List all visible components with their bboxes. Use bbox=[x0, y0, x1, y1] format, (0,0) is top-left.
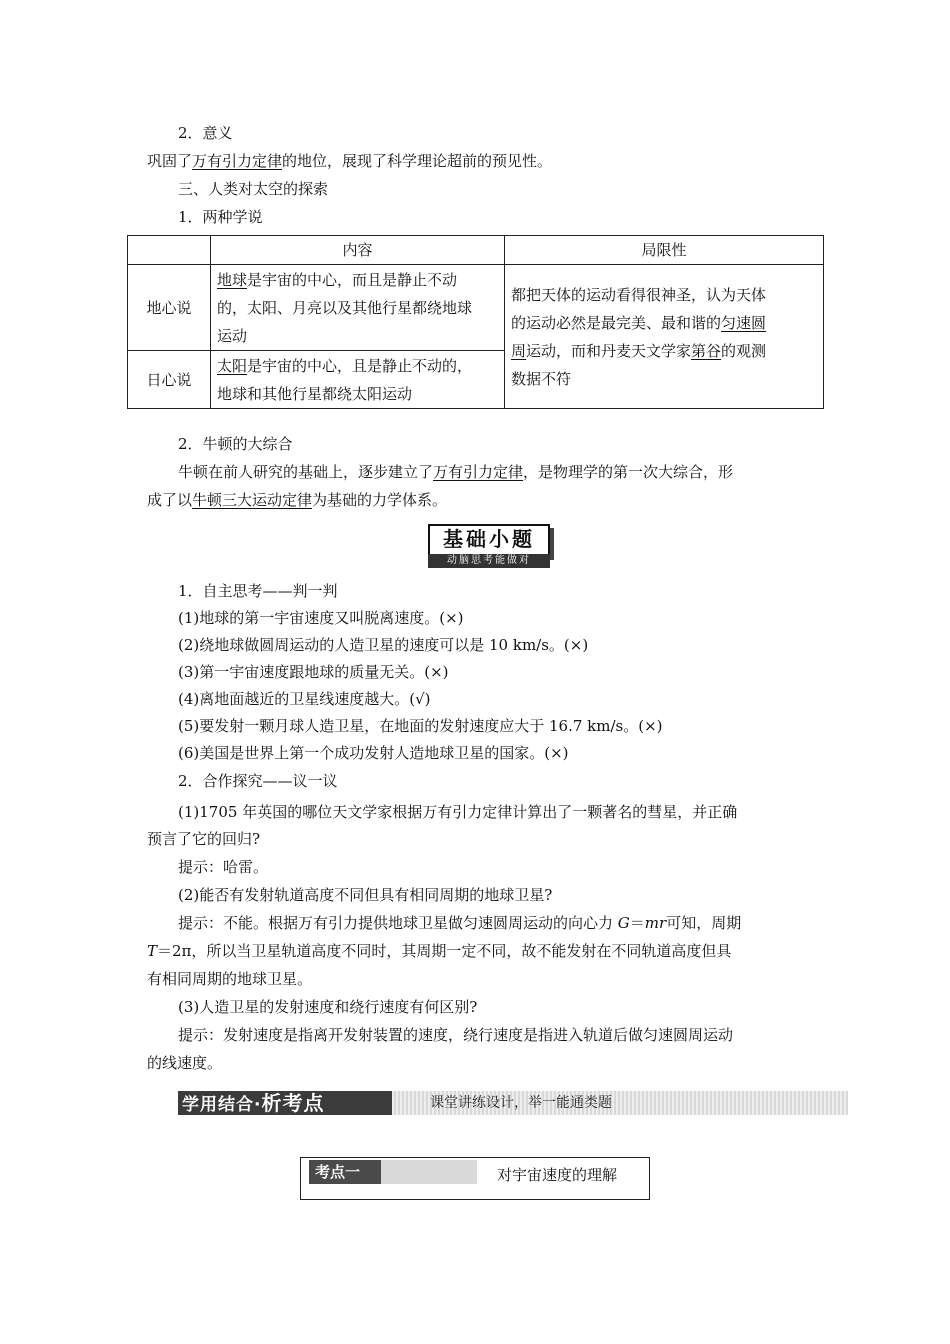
answer-3-line1: 提示：发射速度是指离开发射装置的速度，绕行速度是指进入轨道后做匀速圆周运动 bbox=[178, 1026, 734, 1044]
geocentric-content: 地球是宇宙的中心，而且是静止不动 的，太阳、月亮以及其他行星都绕地球 运动 bbox=[211, 265, 505, 351]
table-header-empty bbox=[128, 236, 211, 265]
cooperate-heading: 2．合作探究——议一议 bbox=[178, 772, 338, 790]
answer-1: 提示：哈雷。 bbox=[178, 858, 269, 876]
limitation-content: 都把天体的运动看得很神圣，认为天体 的运动必然是最完美、最和谐的匀速圆 周运动，而和丹麦天文学家第谷的观测 数据不符 bbox=[505, 265, 824, 409]
table-row-geocentric bbox=[128, 265, 824, 351]
table-header-content: 内容 bbox=[211, 236, 505, 265]
basic-questions-badge bbox=[428, 524, 550, 568]
subheading-two-theories: 1．两种学说 bbox=[178, 208, 263, 226]
judgment-item: (1)地球的第一宇宙速度又叫脱离速度。(×) bbox=[178, 609, 464, 627]
newton-paragraph-line1: 牛顿在前人研究的基础上，逐步建立了万有引力定律，是物理学的第一次大综合，形 bbox=[178, 463, 734, 481]
section-heading-exploration: 三、人类对太空的探索 bbox=[178, 180, 329, 198]
exam-point-box bbox=[300, 1157, 650, 1200]
geocentric-label: 地心说 bbox=[128, 265, 211, 351]
question-1-line1: (1)1705 年英国的哪位天文学家根据万有引力定律计算出了一颗著名的彗星，并正确 bbox=[178, 803, 738, 821]
answer-2-line3: 有相同周期的地球卫星。 bbox=[147, 970, 313, 988]
table-header-row bbox=[128, 236, 824, 265]
badge-title: 基础小题 bbox=[428, 524, 550, 556]
paragraph-significance: 巩固了万有引力定律的地位，展现了科学理论超前的预见性。 bbox=[147, 152, 553, 170]
answer-3-line2: 的线速度。 bbox=[147, 1054, 223, 1072]
judgment-item: (6)美国是世界上第一个成功发射人造地球卫星的国家。(×) bbox=[178, 744, 569, 762]
answer-2-line2: T＝2π，所以当卫星轨道高度不同时，其周期一定不同，故不能发射在不同轨道高度但具 bbox=[147, 942, 732, 960]
exam-point-tag: 考点一 bbox=[309, 1160, 477, 1184]
section-heading-significance: 2．意义 bbox=[178, 124, 233, 142]
judgment-item: (5)要发射一颗月球人造卫星，在地面的发射速度应大于 16.7 km/s。(×) bbox=[178, 717, 663, 735]
self-think-heading: 1．自主思考——判一判 bbox=[178, 582, 338, 600]
question-1-line2: 预言了它的回归? bbox=[147, 830, 261, 848]
answer-2-line1: 提示：不能。根据万有引力提供地球卫星做匀速圆周运动的向心力 G＝mr可知，周期 bbox=[178, 914, 742, 932]
section-banner bbox=[178, 1091, 848, 1115]
judgment-item: (4)离地面越近的卫星线速度越大。(√) bbox=[178, 690, 431, 708]
badge-subtitle: 动脑思考能做对 bbox=[428, 554, 550, 568]
newton-paragraph-line2: 成了以牛顿三大运动定律为基础的力学体系。 bbox=[147, 491, 448, 509]
theories-table bbox=[127, 235, 824, 409]
exam-point-title: 对宇宙速度的理解 bbox=[497, 1166, 618, 1184]
banner-title: 学用结合·析考点 bbox=[178, 1091, 392, 1115]
heliocentric-content: 太阳是宇宙的中心，且是静止不动的， 地球和其他行星都绕太阳运动 bbox=[211, 351, 505, 409]
subheading-newton: 2．牛顿的大综合 bbox=[178, 435, 293, 453]
banner-subtitle: 课堂讲练设计，举一能通类题 bbox=[430, 1095, 612, 1111]
table-header-limitation: 局限性 bbox=[505, 236, 824, 265]
judgment-item: (2)绕地球做圆周运动的人造卫星的速度可以是 10 km/s。(×) bbox=[178, 636, 589, 654]
judgment-item: (3)第一宇宙速度跟地球的质量无关。(×) bbox=[178, 663, 449, 681]
question-3: (3)人造卫星的发射速度和绕行速度有何区别? bbox=[178, 998, 478, 1016]
question-2: (2)能否有发射轨道高度不同但具有相同周期的地球卫星? bbox=[178, 886, 553, 904]
heliocentric-label: 日心说 bbox=[128, 351, 211, 409]
